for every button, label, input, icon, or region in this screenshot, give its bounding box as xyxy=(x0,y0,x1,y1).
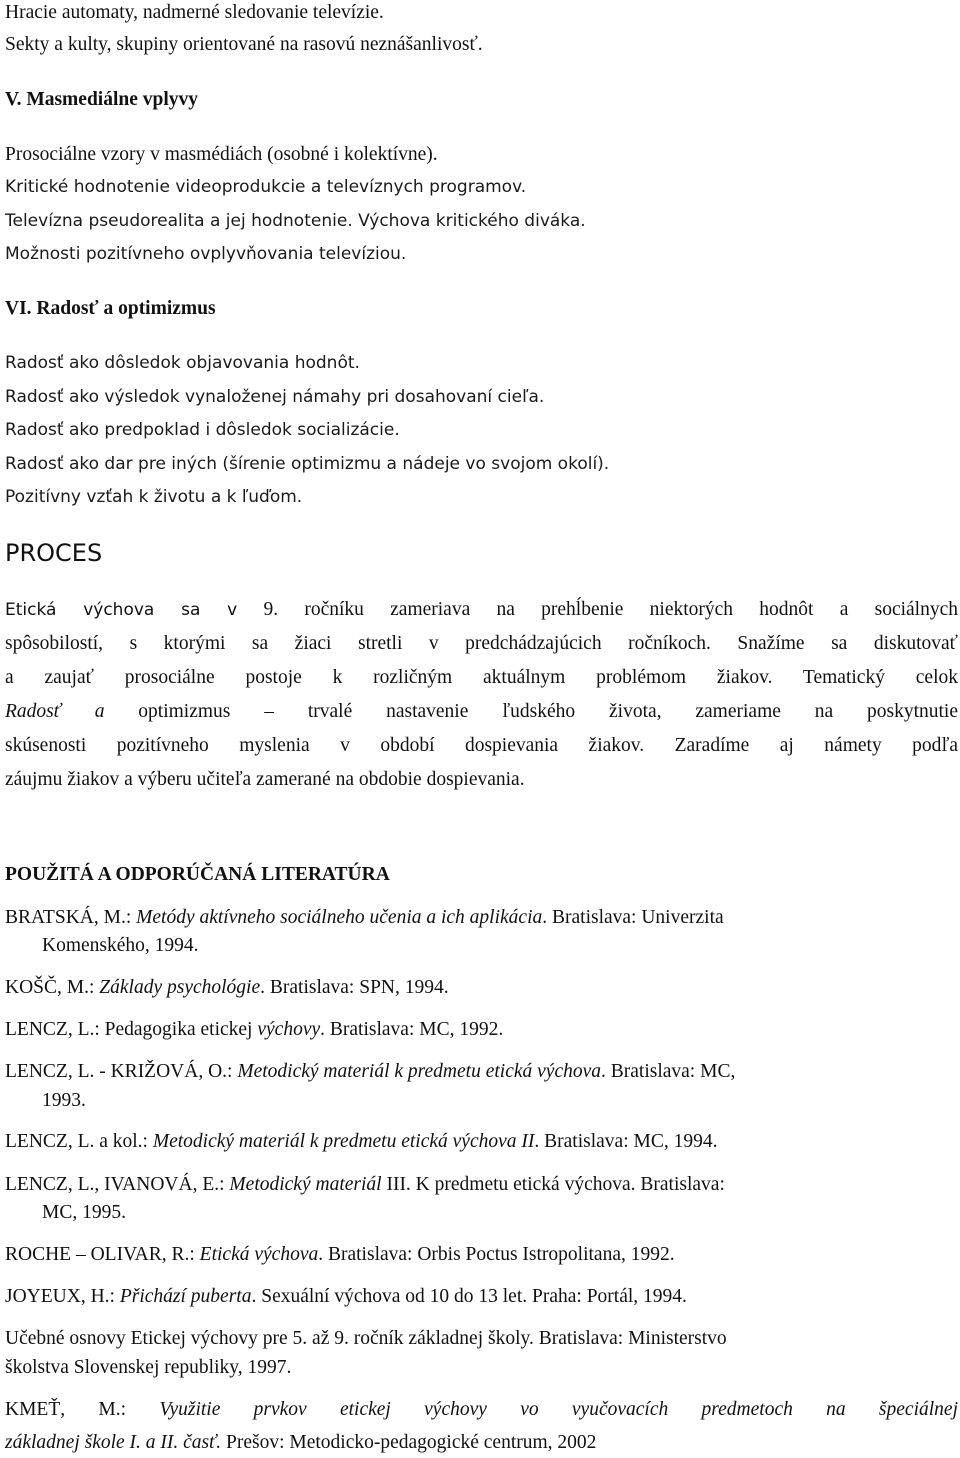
bib-title: Metódy aktívneho sociálneho učenia a ich aplikácia xyxy=(136,907,543,928)
bib-title: Etická výchova xyxy=(199,1244,319,1265)
text-line: Hracie automaty, nadmerné sledovanie televízie. xyxy=(5,2,384,23)
text-line: Radosť ako predpoklad i dôsledok socializácie. xyxy=(5,420,400,440)
paragraph-line: záujmu žiakov a výberu učiteľa zamerané na obdobie dospievania. xyxy=(5,769,525,790)
text-line: Možnosti pozitívneho ovplyvňovania televíziou. xyxy=(5,244,407,264)
bib-entry xyxy=(5,1129,717,1155)
paragraph-line: skúsenosti pozitívneho myslenia v období dospievania žiakov. Zaradíme aj námety podľa xyxy=(5,735,958,756)
text-line: Radosť ako dôsledok objavovania hodnôt. xyxy=(5,353,360,373)
text-line: Televízna pseudorealita a jej hodnotenie. Výchova kritického diváka. xyxy=(5,211,586,231)
paragraph-serif-part: 9. ročníku zameriava na prehĺbenie niektorých hodnôt a sociálnych xyxy=(237,599,958,620)
text-line: Sekty a kulty, skupiny orientované na rasovú neznášanlivosť. xyxy=(5,34,483,55)
bib-author: ROCHE – OLIVAR, R.: xyxy=(5,1244,200,1265)
bib-author: LENCZ, L., IVANOVÁ, E.: xyxy=(5,1174,230,1195)
bib-title: základnej škole I. a II. časť. xyxy=(5,1432,222,1453)
bib-entry-continuation: školstva Slovenskej republiky, 1997. xyxy=(5,1357,292,1378)
bib-author: JOYEUX, H.: xyxy=(5,1286,120,1307)
text-line: Radosť ako dar pre iných (šírenie optimizmu a nádeje vo svojom okolí). xyxy=(5,454,610,474)
bib-title: Základy psychológie xyxy=(99,977,261,998)
paragraph-rest-part: optimizmus – trvalé nastavenie ľudského života, zameriame na poskytnutie xyxy=(104,701,958,722)
bib-entry xyxy=(5,1397,958,1423)
bib-entry xyxy=(5,1242,675,1268)
bib-publisher: . Bratislava: SPN, 1994. xyxy=(260,977,449,998)
bib-entry-continuation: Komenského, 1994. xyxy=(42,935,199,956)
bib-entry xyxy=(5,1017,503,1043)
section-heading-vi: VI. Radosť a optimizmus xyxy=(5,298,216,319)
bib-entry-continuation: MC, 1995. xyxy=(42,1202,126,1223)
text-line: Radosť ako výsledok vynaloženej námahy pri dosahovaní cieľa. xyxy=(5,387,545,407)
text-line: Kritické hodnotenie videoprodukcie a televíznych programov. xyxy=(5,177,527,197)
bib-entry xyxy=(5,975,449,1001)
bib-title: Metodický materiál xyxy=(229,1174,382,1195)
bib-entry xyxy=(5,1284,687,1310)
bib-title: výchovy xyxy=(257,1019,321,1040)
paragraph-italic-part: Radosť a xyxy=(5,701,105,722)
bib-entry xyxy=(5,1172,725,1198)
paragraph-sans-part: Etická výchova sa v xyxy=(5,600,238,620)
bib-publisher: . Bratislava: MC, xyxy=(601,1061,736,1082)
bib-entry xyxy=(5,1326,727,1352)
section-heading-v: V. Masmediálne vplyvy xyxy=(5,89,199,110)
bib-author: LENCZ, L. a kol.: xyxy=(5,1131,153,1152)
bib-entry-continuation: 1993. xyxy=(42,1090,86,1111)
bib-title: Metodický materiál k predmetu etická výchova II xyxy=(152,1131,535,1152)
bib-entry xyxy=(5,905,724,931)
paragraph-line xyxy=(5,699,958,725)
bib-publisher: . Bratislava: Orbis Poctus Istropolitana, 1992. xyxy=(318,1244,675,1265)
section-heading-proces: PROCES xyxy=(5,539,103,567)
bib-publisher: . Bratislava: Univerzita xyxy=(542,907,724,928)
section-heading-literature: POUŽITÁ A ODPORÚČANÁ LITERATÚRA xyxy=(5,864,390,885)
bib-publisher: . Bratislava: MC, 1992. xyxy=(320,1019,504,1040)
bib-author: KMEŤ, M.: xyxy=(5,1399,160,1420)
bib-author: LENCZ, L. - KRIŽOVÁ, O.: xyxy=(5,1061,238,1082)
bib-author: LENCZ, L.: Pedagogika etickej xyxy=(5,1019,258,1040)
bib-publisher: III. K predmetu etická výchova. Bratislava: xyxy=(381,1174,725,1195)
bib-publisher: Prešov: Metodicko-pedagogické centrum, 2002 xyxy=(221,1432,597,1453)
bib-title: Přichází puberta xyxy=(119,1286,252,1307)
bib-author: KOŠČ, M.: xyxy=(5,977,100,998)
bib-entry-continuation xyxy=(5,1430,596,1456)
text-line: Prosociálne vzory v masmédiách (osobné i kolektívne). xyxy=(5,144,438,165)
bib-publisher: . Sexuální výchova od 10 do 13 let. Praha: Portál, 1994. xyxy=(251,1286,687,1307)
paragraph-line xyxy=(5,597,958,623)
bib-author: BRATSKÁ, M.: xyxy=(5,907,137,928)
bib-publisher: . Bratislava: MC, 1994. xyxy=(534,1131,718,1152)
text-line: Pozitívny vzťah k životu a k ľuďom. xyxy=(5,487,303,507)
bib-title: Využitie prvkov etickej výchovy vo vyučovacích predmetoch na špeciálnej xyxy=(159,1399,958,1420)
paragraph-line: a zaujať prosociálne postoje k rozličným aktuálnym problémom žiakov. Tematický celok xyxy=(5,667,958,688)
bib-title: Metodický materiál k predmetu etická výchova xyxy=(237,1061,601,1082)
bib-author: Učebné osnovy Etickej výchovy pre 5. až 9. ročník základnej školy. Bratislava: Ministerstvo xyxy=(5,1328,727,1349)
bib-entry xyxy=(5,1059,735,1085)
paragraph-line: spôsobilostí, s ktorými sa žiaci stretli v predchádzajúcich ročníkoch. Snažíme sa diskutovať xyxy=(5,633,958,654)
